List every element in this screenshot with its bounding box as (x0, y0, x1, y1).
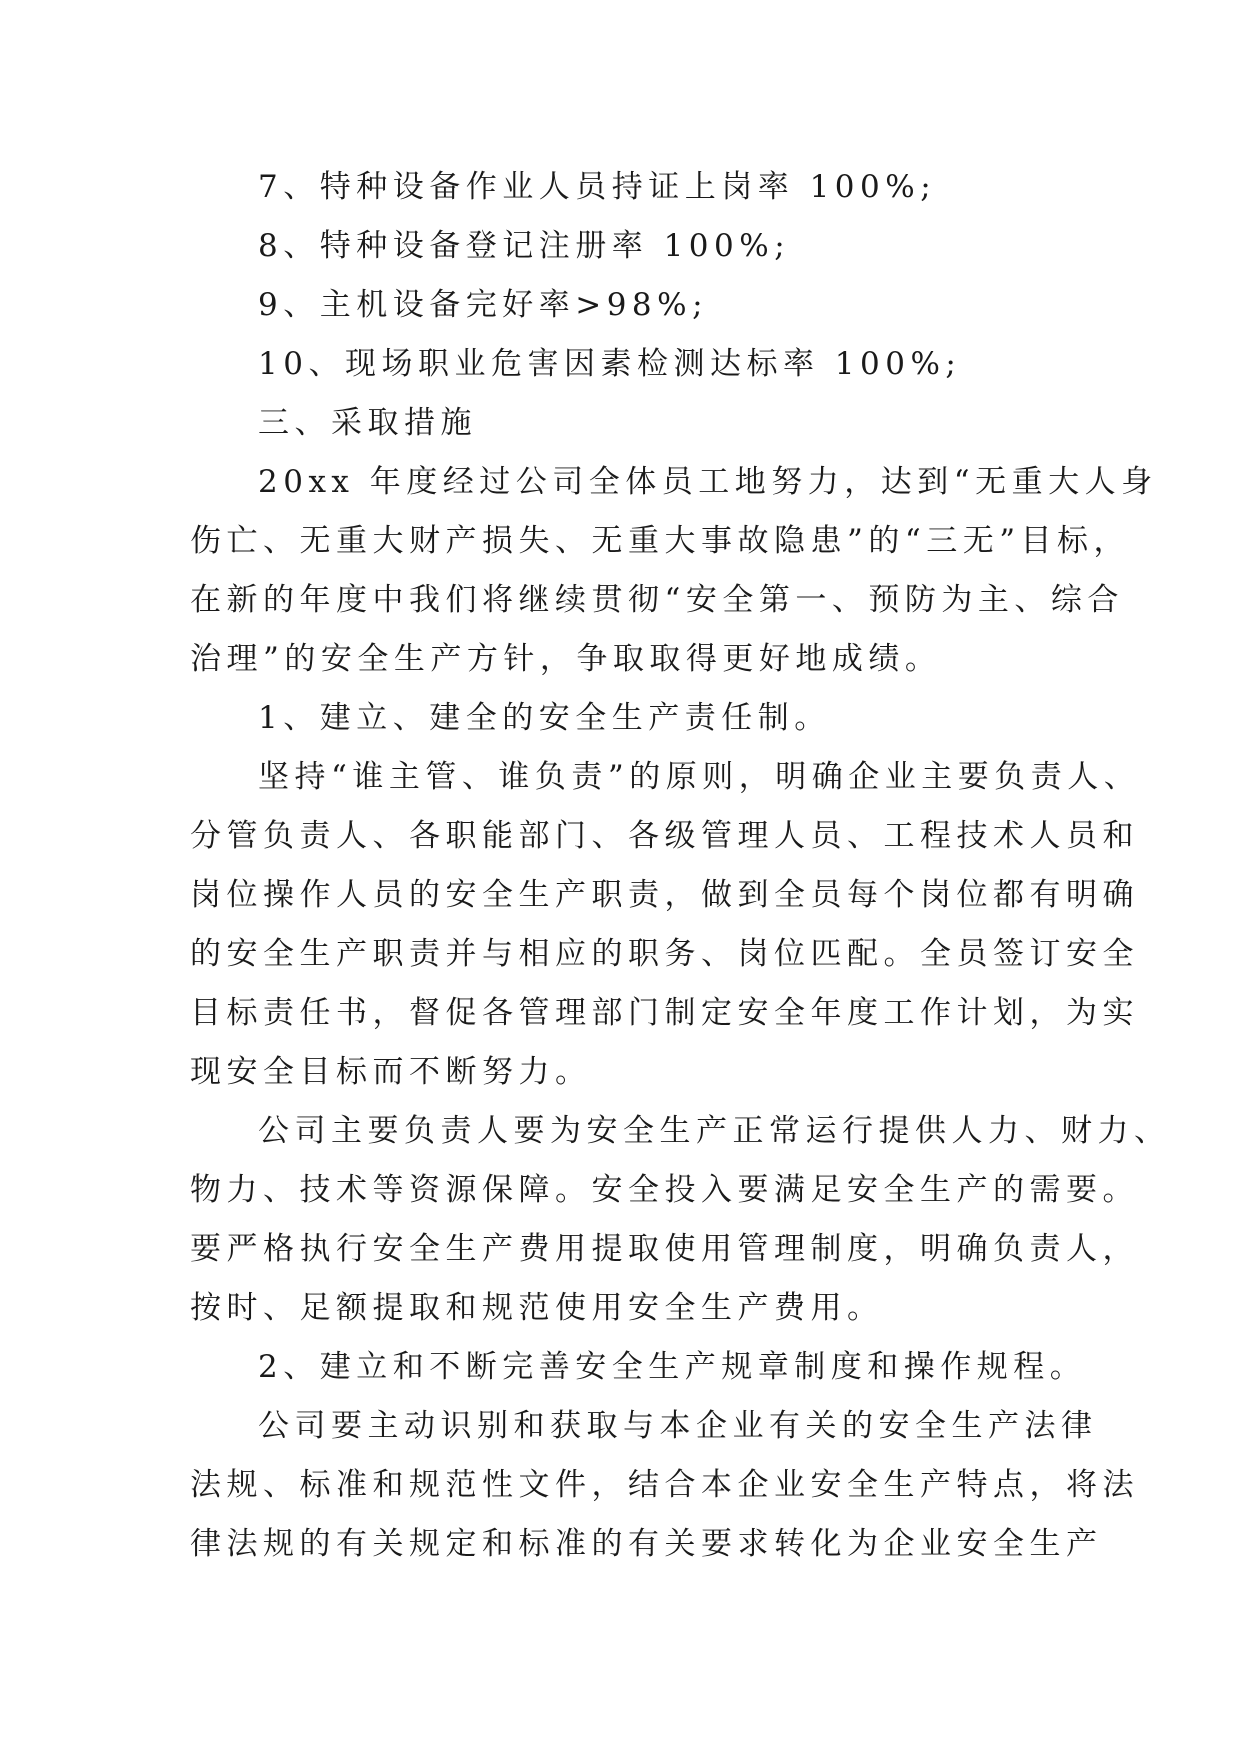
text-line: 三、采取措施 (258, 405, 477, 441)
text-line: 1、建立、建全的安全生产责任制。 (258, 700, 831, 736)
text-line: 分管负责人、各职能部门、各级管理人员、工程技术人员和 (190, 818, 1139, 854)
text-line: 要严格执行安全生产费用提取使用管理制度，明确负责人， (190, 1231, 1139, 1267)
text-line: 按时、足额提取和规范使用安全生产费用。 (190, 1290, 884, 1326)
text-line: 目标责任书，督促各管理部门制定安全年度工作计划，为实 (190, 995, 1139, 1031)
text-line: 2、建立和不断完善安全生产规章制度和操作规程。 (258, 1349, 1087, 1385)
text-line: 9、主机设备完好率>98%; (258, 287, 709, 323)
text-line: 坚持“谁主管、谁负责”的原则，明确企业主要负责人、 (258, 759, 1141, 795)
text-line: 岗位操作人员的安全生产职责，做到全员每个岗位都有明确 (190, 877, 1139, 913)
text-line: 伤亡、无重大财产损失、无重大事故隐患”的“三无”目标， (190, 523, 1131, 559)
text-line: 律法规的有关规定和标准的有关要求转化为企业安全生产 (190, 1526, 1103, 1562)
text-line: 现安全目标而不断努力。 (190, 1054, 592, 1090)
text-line: 在新的年度中我们将继续贯彻“安全第一、预防为主、综合 (190, 582, 1124, 618)
text-line: 8、特种设备登记注册率 100%; (258, 228, 791, 264)
text-line: 7、特种设备作业人员持证上岗率 100%; (258, 169, 937, 205)
text-line: 治理”的安全生产方针，争取取得更好地成绩。 (190, 641, 942, 677)
text-line: 20xx 年度经过公司全体员工地努力，达到“无重大人身 (258, 464, 1158, 500)
text-line: 物力、技术等资源保障。安全投入要满足安全生产的需要。 (190, 1172, 1139, 1208)
text-line: 10、现场职业危害因素检测达标率 100%; (258, 346, 962, 382)
text-line: 公司主要负责人要为安全生产正常运行提供人力、财力、 (258, 1113, 1171, 1149)
text-line: 法规、标准和规范性文件，结合本企业安全生产特点，将法 (190, 1467, 1139, 1503)
text-line: 公司要主动识别和获取与本企业有关的安全生产法律 (258, 1408, 1098, 1444)
text-line: 的安全生产职责并与相应的职务、岗位匹配。全员签订安全 (190, 936, 1139, 972)
document-body (190, 158, 1171, 1574)
